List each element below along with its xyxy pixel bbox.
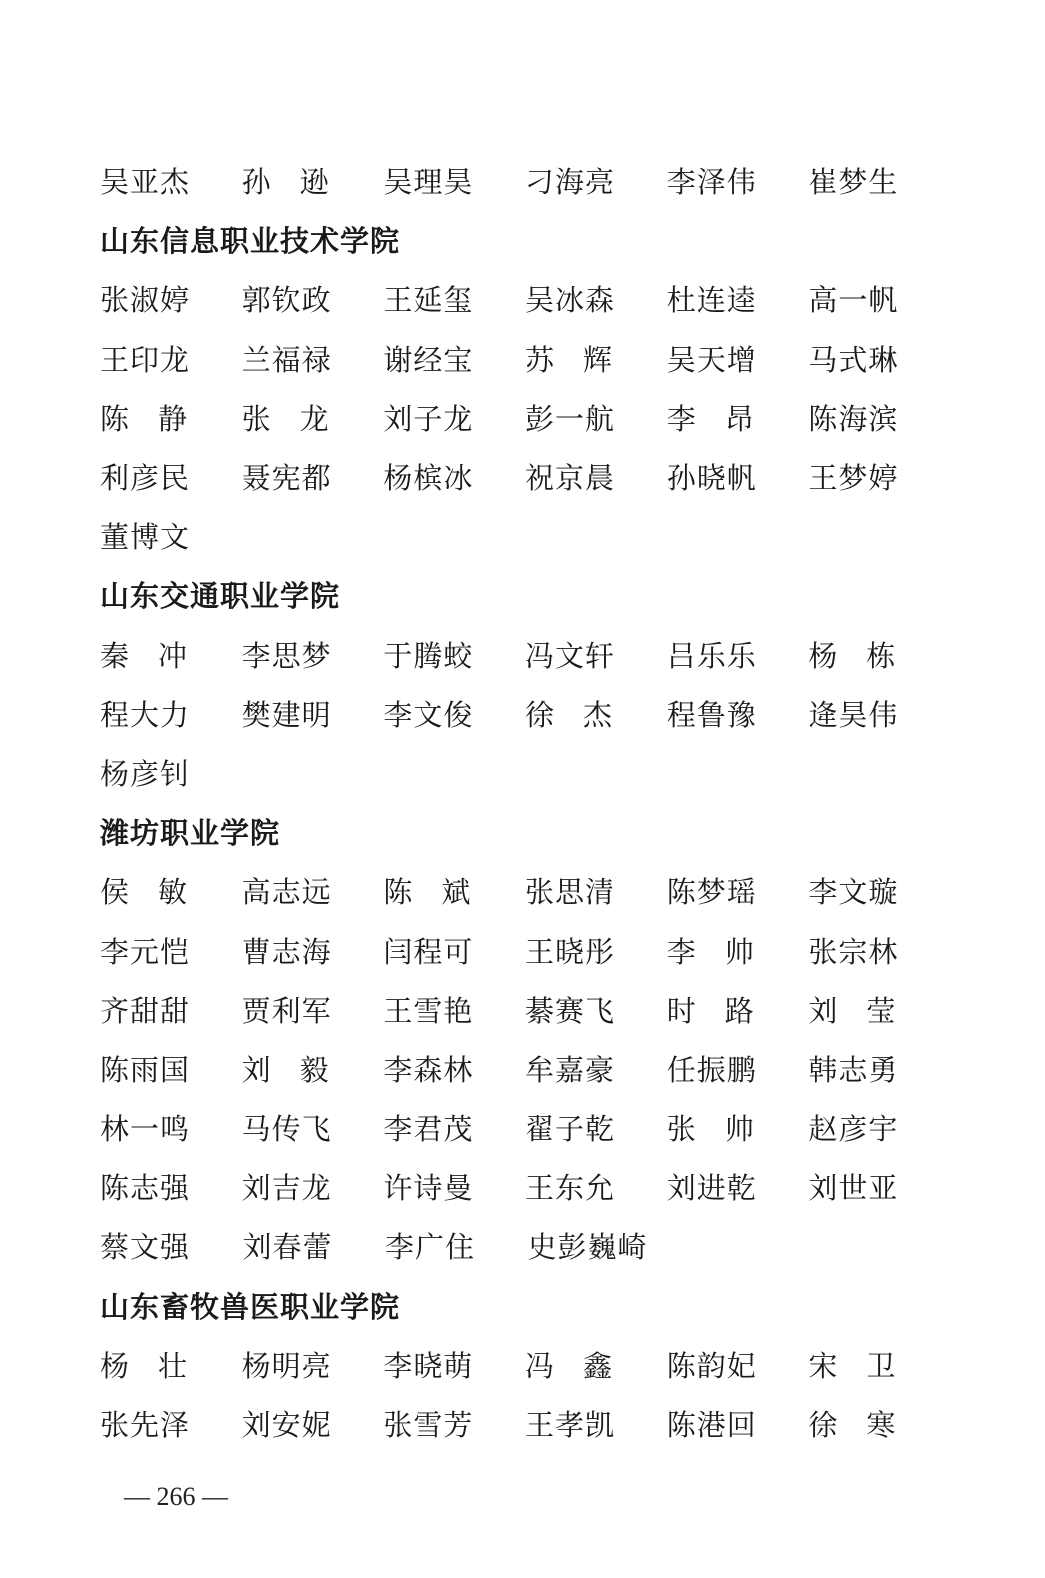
person-name: 吴理昊	[383, 165, 474, 200]
name-row	[100, 506, 950, 565]
person-name: 马式琳	[808, 342, 899, 377]
person-name: 杨 壮	[100, 1348, 188, 1383]
person-name: 陈志强	[100, 1171, 191, 1206]
person-name: 杨明亮	[241, 1348, 332, 1383]
person-name: 吴亚杰	[100, 165, 191, 200]
person-name: 吴天增	[666, 342, 757, 377]
person-name: 李广住	[385, 1230, 476, 1265]
name-row	[100, 861, 950, 920]
person-name: 马传飞	[241, 1112, 332, 1147]
name-row	[100, 743, 950, 802]
person-name: 齐甜甜	[100, 993, 191, 1028]
person-name: 徐 杰	[525, 697, 613, 732]
section-heading: 山东信息职业技术学院	[100, 224, 401, 259]
person-name: 时 路	[666, 993, 754, 1028]
person-name: 李元恺	[100, 934, 191, 969]
name-row	[100, 329, 950, 388]
person-name: 刘安妮	[241, 1408, 332, 1443]
person-name: 李君茂	[383, 1112, 474, 1147]
person-name: 刘 毅	[241, 1052, 329, 1087]
section-heading: 山东交通职业学院	[100, 579, 341, 614]
person-name: 王东允	[525, 1171, 616, 1206]
person-name: 祝京晨	[525, 461, 616, 496]
person-name: 杜连逵	[666, 283, 757, 318]
person-name: 闫程可	[383, 934, 474, 969]
person-name: 王延玺	[383, 283, 474, 318]
person-name: 聂宪都	[241, 461, 332, 496]
person-name: 樊建明	[241, 697, 332, 732]
person-name: 崔梦生	[808, 165, 899, 200]
name-row	[100, 1098, 950, 1157]
person-name: 谢经宝	[383, 342, 474, 377]
person-name: 刘吉龙	[241, 1171, 332, 1206]
person-name: 史彭巍崎	[527, 1230, 648, 1265]
person-name: 侯 敏	[100, 875, 188, 910]
name-row	[100, 684, 950, 743]
section-heading: 潍坊职业学院	[100, 816, 281, 851]
person-name: 林一鸣	[100, 1112, 191, 1147]
person-name: 秦 冲	[100, 638, 188, 673]
person-name: 彭一航	[525, 401, 616, 436]
person-name: 陈梦瑶	[666, 875, 757, 910]
person-name: 陈港回	[666, 1408, 757, 1443]
name-row	[100, 920, 950, 979]
person-name: 张先泽	[100, 1408, 191, 1443]
name-row	[100, 1157, 950, 1216]
name-row	[100, 1335, 950, 1394]
person-name: 王印龙	[100, 342, 191, 377]
person-name: 兰福禄	[241, 342, 332, 377]
person-name: 綦赛飞	[525, 993, 616, 1028]
person-name: 陈 斌	[383, 875, 471, 910]
person-name: 董博文	[100, 520, 191, 555]
person-name: 逄昊伟	[808, 697, 899, 732]
person-name: 徐 寒	[808, 1408, 896, 1443]
person-name: 李森林	[383, 1052, 474, 1087]
person-name: 张 龙	[241, 401, 329, 436]
person-name: 刘世亚	[808, 1171, 899, 1206]
person-name: 李泽伟	[666, 165, 757, 200]
person-name: 张思清	[525, 875, 616, 910]
person-name: 刘春蕾	[242, 1230, 333, 1265]
person-name: 孙晓帆	[666, 461, 757, 496]
person-name: 利彦民	[100, 461, 191, 496]
name-list-page	[100, 151, 950, 1453]
person-name: 牟嘉豪	[525, 1052, 616, 1087]
name-row	[100, 980, 950, 1039]
person-name: 张淑婷	[100, 283, 191, 318]
person-name: 曹志海	[241, 934, 332, 969]
name-row	[100, 1216, 950, 1275]
person-name: 陈海滨	[808, 401, 899, 436]
person-name: 贾利军	[241, 993, 332, 1028]
person-name: 孙 逊	[241, 165, 329, 200]
person-name: 任振鹏	[666, 1052, 757, 1087]
person-name: 苏 辉	[525, 342, 613, 377]
person-name: 李文俊	[383, 697, 474, 732]
person-name: 张 帅	[666, 1112, 754, 1147]
person-name: 王晓彤	[525, 934, 616, 969]
person-name: 李晓萌	[383, 1348, 474, 1383]
person-name: 陈 静	[100, 401, 188, 436]
person-name: 翟子乾	[525, 1112, 616, 1147]
person-name: 宋 卫	[808, 1348, 896, 1383]
person-name: 刘子龙	[383, 401, 474, 436]
name-row	[100, 447, 950, 506]
person-name: 王孝凯	[525, 1408, 616, 1443]
page-number: — 266 —	[124, 1482, 228, 1511]
person-name: 杨槟冰	[383, 461, 474, 496]
person-name: 蔡文强	[100, 1230, 191, 1265]
person-name: 吴冰森	[525, 283, 616, 318]
person-name: 杨彦钊	[100, 756, 191, 791]
person-name: 高一帆	[808, 283, 899, 318]
name-row	[100, 269, 950, 328]
person-name: 张雪芳	[383, 1408, 474, 1443]
person-name: 郭钦政	[241, 283, 332, 318]
person-name: 张宗林	[808, 934, 899, 969]
person-name: 刘进乾	[666, 1171, 757, 1206]
person-name: 韩志勇	[808, 1052, 899, 1087]
person-name: 李 帅	[666, 934, 754, 969]
person-name: 高志远	[241, 875, 332, 910]
name-row	[100, 1394, 950, 1453]
person-name: 于腾蛟	[383, 638, 474, 673]
person-name: 李文璇	[808, 875, 899, 910]
name-row	[100, 625, 950, 684]
person-name: 许诗曼	[383, 1171, 474, 1206]
person-name: 冯 鑫	[525, 1348, 613, 1383]
person-name: 程鲁豫	[666, 697, 757, 732]
person-name: 杨 栋	[808, 638, 896, 673]
person-name: 陈雨国	[100, 1052, 191, 1087]
person-name: 刁海亮	[525, 165, 616, 200]
name-row	[100, 1039, 950, 1098]
person-name: 冯文轩	[525, 638, 616, 673]
person-name: 陈韵妃	[666, 1348, 757, 1383]
person-name: 程大力	[100, 697, 191, 732]
person-name: 王雪艳	[383, 993, 474, 1028]
person-name: 赵彦宇	[808, 1112, 899, 1147]
person-name: 李思梦	[241, 638, 332, 673]
person-name: 李 昂	[666, 401, 754, 436]
section-heading: 山东畜牧兽医职业学院	[100, 1289, 401, 1324]
person-name: 刘 莹	[808, 993, 896, 1028]
name-row	[100, 151, 950, 210]
name-row	[100, 388, 950, 447]
person-name: 吕乐乐	[666, 638, 757, 673]
person-name: 王梦婷	[808, 461, 899, 496]
